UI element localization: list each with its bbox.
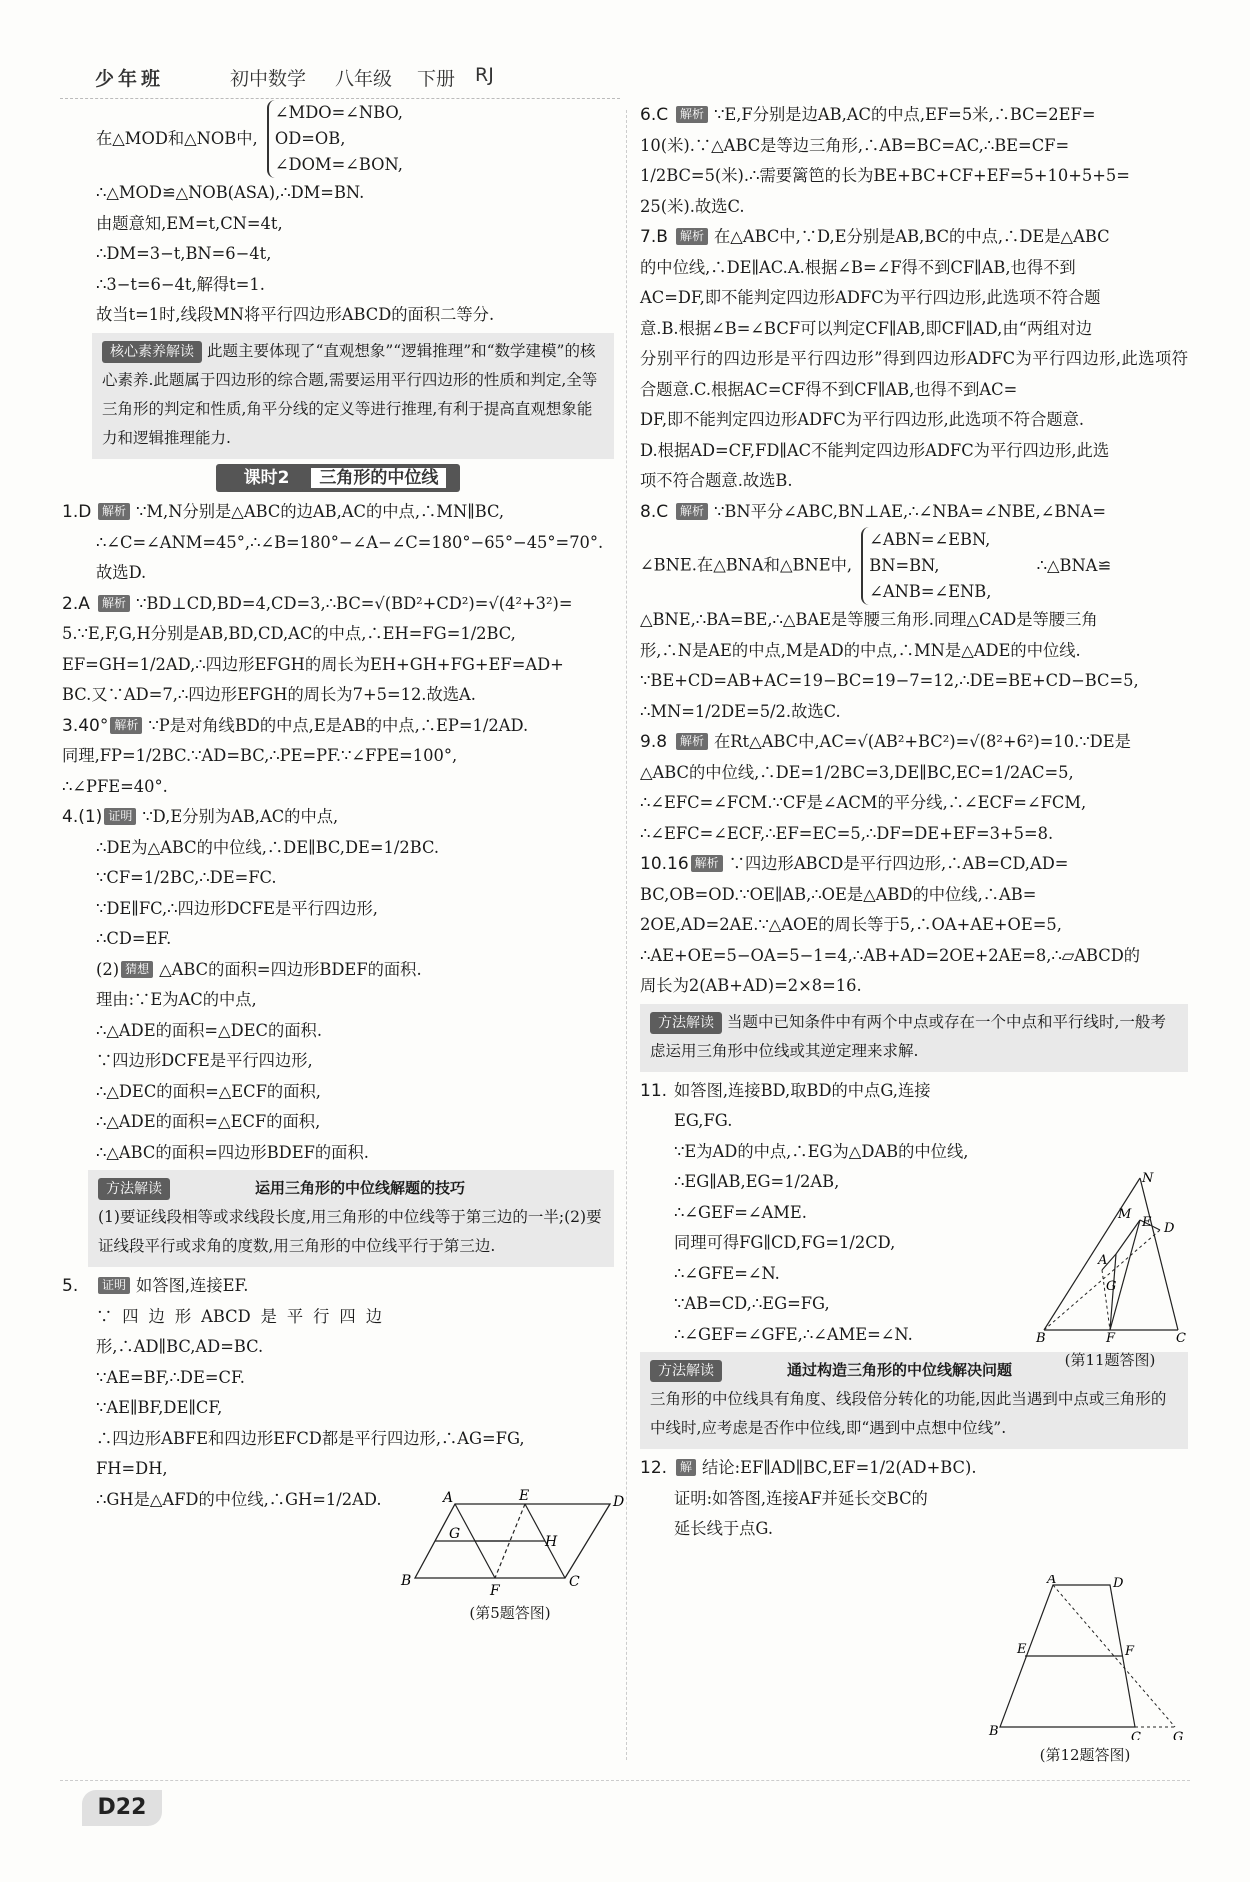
svg-text:M: M bbox=[1118, 1207, 1132, 1222]
text-line: ∵CF=1/2BC,∴DE=FC. bbox=[96, 868, 277, 887]
svg-text:A: A bbox=[443, 1490, 454, 1506]
text-line: ∴∠EFC=∠FCM.∵CF是∠ACM的平分线,∴∠ECF=∠FCM, bbox=[640, 793, 1087, 812]
svg-text:A: A bbox=[1047, 1575, 1057, 1587]
question-2: 2.A 解析 ∵BD⊥CD,BD=4,CD=3,∴BC=√(BD²+CD²)=√(4²+3²)= bbox=[62, 593, 573, 614]
text-line: 项不符合题意.故选B. bbox=[640, 471, 793, 490]
subject-label: 初中数学 bbox=[230, 68, 307, 90]
text-line: ∴∠C=∠ANM=45°,∴∠B=180°−∠A−∠C=180°−65°−45°=70°. bbox=[96, 532, 604, 552]
question-4: 4.(1) 证明 ∵D,E分别为AB,AC的中点, bbox=[62, 807, 339, 827]
parallelogram-diagram bbox=[395, 1488, 625, 1598]
svg-text:G: G bbox=[1106, 1279, 1117, 1294]
text-line: D.根据AD=CF,FD∥AC不能判定四边形ADFC为平行四边形,此选 bbox=[640, 440, 1110, 460]
text-line: 理由:∵E为AC的中点, bbox=[96, 990, 257, 1009]
text-line: 形,∴N是AE的中点,M是AD的中点,∴MN是△ADE的中位线. bbox=[640, 640, 1081, 660]
method-box: 方法解读 当题中已知条件中有两个中点或存在一个中点和平行线时,一般考虑运用三角形中位线或其逆定理来求解. bbox=[640, 1004, 1188, 1072]
text-line: 周长为2(AB+AD)=2×8=16. bbox=[640, 976, 862, 995]
svg-text:G: G bbox=[1173, 1730, 1184, 1740]
text-line: ∴△DEC的面积=△ECF的面积, bbox=[96, 1081, 321, 1101]
svg-text:D: D bbox=[613, 1494, 625, 1510]
page-number: D22 bbox=[82, 1790, 162, 1826]
text-line: ∴MN=1/2DE=5/2.故选C. bbox=[640, 701, 841, 721]
svg-text:B: B bbox=[989, 1724, 999, 1739]
text-line: BC,OB=OD.∵OE∥AB,∴OE是△ABD的中位线,∴AB= bbox=[640, 884, 1037, 904]
text-line: 25(米).故选C. bbox=[640, 196, 745, 216]
core-literacy-box: 核心素养解读 此题主要体现了“直观想象”“逻辑推理”和“数学建模”的核心素养.此题属于四边形的综合题,需要运用平行四边形的性质和判定,全等三角形的判定和性质,角平分线的定义等进行推理,有利于提高直观想象能力和逻辑推理能力. bbox=[92, 333, 614, 459]
method-box: 方法解读 通过构造三角形的中位线解决问题 三角形的中位线具有角度、线段倍分转化的功能,因此当遇到中点或三角形的中线时,应考虑是否作中位线,即“遇到中点想中位线”. bbox=[640, 1352, 1188, 1449]
page-header bbox=[95, 56, 565, 96]
svg-text:B: B bbox=[401, 1573, 412, 1589]
text-line: AC=DF,即不能判定四边形ADFC为平行四边形,此选项不符合题 bbox=[640, 288, 1101, 307]
text-line: 5.∵E,F,G,H分别是AB,BD,CD,AC的中点,∴EH=FG=1/2BC, bbox=[62, 624, 516, 643]
brace-group: ∠ABN=∠EBN, BN=BN, ∠ANB=∠ENB, bbox=[861, 527, 991, 605]
question-11: 11. 如答图,连接BD,取BD的中点G,连接 bbox=[640, 1080, 931, 1101]
text-line: (2) 猜想 △ABC的面积=四边形BDEF的面积. bbox=[96, 959, 422, 979]
svg-text:C: C bbox=[569, 1574, 580, 1590]
svg-text:F: F bbox=[1125, 1644, 1135, 1659]
q5-text: ∵四边形ABCD是平行四边形,∴AD∥BC,AD=BC. ∵AE=BF,∴DE=CF. ∵AE∥BF,DE∥CF, bbox=[96, 1306, 382, 1417]
figure-caption: (第11题答图) bbox=[1064, 1351, 1156, 1369]
box-tag: 核心素养解读 bbox=[102, 341, 202, 363]
text-line: 的中位线,∴DE∥AC.A.根据∠B=∠F得不到CF∥AB,也得不到 bbox=[640, 257, 1076, 277]
text-line: ∵DE∥FC,∴四边形DCFE是平行四边形, bbox=[96, 898, 378, 918]
text-line: DF,即不能判定四边形ADFC为平行四边形,此选项不符合题意. bbox=[640, 410, 1085, 429]
svg-text:F: F bbox=[490, 1583, 500, 1598]
figure-q12 bbox=[985, 1575, 1185, 1775]
svg-text:N: N bbox=[1142, 1171, 1154, 1186]
svg-text:G: G bbox=[449, 1526, 461, 1542]
volume-label: 下册 bbox=[417, 68, 456, 90]
text-line: 同理,FP=1/2BC.∵AD=BC,∴PE=PF.∵∠FPE=100°, bbox=[62, 746, 458, 765]
figure-caption: (第5题答图) bbox=[469, 1604, 551, 1622]
text-line: ∴3−t=6−4t,解得t=1. bbox=[96, 274, 265, 294]
question-10: 10.16 解析 ∵四边形ABCD是平行四边形,∴AB=CD,AD= bbox=[640, 854, 1069, 874]
svg-text:C: C bbox=[1131, 1730, 1141, 1740]
question-8: 8.C 解析 ∵BN平分∠ABC,BN⊥AE,∴∠NBA=∠NBE,∠BNA= bbox=[640, 501, 1106, 522]
q11-text: EG,FG. ∵E为AD的中点,∴EG为△DAB的中位线, ∴EG∥AB,EG=1/2AB, ∴∠GEF=∠AME. 同理可得FG∥CD,FG=1/2CD, ∴∠GFE=∠N. ∵AB=CD,∴EG=FG, ∴∠GEF=∠GFE,∴∠AME=∠N. bbox=[674, 1111, 969, 1344]
question-1: 1.D 解析 ∵M,N分别是△ABC的边AB,AC的中点,∴MN∥BC, bbox=[62, 502, 505, 522]
text-line: FH=DH, bbox=[96, 1459, 168, 1478]
question-12: 12. 解 结论:EF∥AD∥BC,EF=1/2(AD+BC). bbox=[640, 1458, 977, 1478]
figure-q11 bbox=[1030, 1170, 1190, 1390]
text-line: 10(米).∵△ABC是等边三角形,∴AB=BC=AC,∴BE=CF= bbox=[640, 135, 1070, 155]
trapezoid-diagram bbox=[985, 1575, 1185, 1740]
text-line: 故选D. bbox=[96, 563, 147, 582]
footer-divider bbox=[60, 1780, 1190, 1781]
svg-text:E: E bbox=[1017, 1642, 1027, 1657]
text-line: ∴∠EFC=∠ECF,∴EF=EC=5,∴DF=DE+EF=3+5=8. bbox=[640, 823, 1054, 843]
svg-text:F: F bbox=[1106, 1331, 1116, 1345]
question-9: 9.8 解析 在Rt△ABC中,AC=√(AB²+BC²)=√(8²+6²)=10.∵DE是 bbox=[640, 732, 1131, 752]
text-line: △BNE,∴BA=BE,∴△BAE是等腰三角形.同理△CAD是等腰三角 bbox=[640, 610, 1098, 629]
column-divider bbox=[626, 110, 627, 1760]
left-column bbox=[62, 100, 614, 1515]
svg-text:A: A bbox=[1098, 1253, 1108, 1268]
text-line: ∵四边形DCFE是平行四边形, bbox=[96, 1051, 313, 1070]
text-line: ∴△MOD≌△NOB(ASA),∴DM=BN. bbox=[96, 183, 365, 202]
question-3: 3.40° 解析 ∵P是对角线BD的中点,E是AB的中点,∴EP=1/2AD. bbox=[62, 715, 529, 736]
svg-text:C: C bbox=[1176, 1331, 1186, 1345]
text-line: 在△MOD和△NOB中, ∠MDO=∠NBO, OD=OB, ∠DOM=∠BON, bbox=[62, 100, 614, 178]
svg-text:E: E bbox=[1142, 1215, 1152, 1230]
text-line: ∴△ADE的面积=△ECF的面积, bbox=[96, 1112, 321, 1131]
figure-caption: (第12题答图) bbox=[1039, 1746, 1131, 1764]
method-box: 方法解读 运用三角形的中位线解题的技巧 (1)要证线段相等或求线段长度,用三角形的中位线等于第三边的一半;(2)要证线段平行或求角的度数,用三角形的中位线平行于第三边. bbox=[88, 1170, 614, 1267]
text-line: ∴∠PFE=40°. bbox=[62, 776, 168, 796]
text-line: ∴DE为△ABC的中位线,∴DE∥BC,DE=1/2BC. bbox=[96, 837, 440, 857]
header-divider bbox=[60, 98, 620, 99]
text-line: ∴AE+OE=5−OA=5−1=4,∴AB+AD=2OE+2AE=8,∴▱ABCD的 bbox=[640, 945, 1141, 965]
text-line: ∵BE+CD=AB+AC=19−BC=19−7=12,∴DE=BE+CD−BC=5, bbox=[640, 671, 1139, 690]
svg-text:E: E bbox=[519, 1488, 530, 1504]
text-line: ∴CD=EF. bbox=[96, 929, 172, 948]
text-line: EF=GH=1/2AD,∴四边形EFGH的周长为EH+GH+FG+EF=AD+ bbox=[62, 654, 564, 674]
question-6: 6.C 解析 ∵E,F分别是边AB,AC的中点,EF=5米,∴BC=2EF= bbox=[640, 105, 1096, 125]
lesson-heading: 课时2 三角形的中位线 bbox=[62, 463, 614, 494]
text-line: 由题意知,EM=t,CN=4t, bbox=[96, 213, 283, 233]
text-line: ∴DM=3−t,BN=6−4t, bbox=[96, 244, 272, 263]
text-line: BC.又∵AD=7,∴四边形EFGH的周长为7+5=12.故选A. bbox=[62, 685, 476, 704]
text-line: 分别平行的四边形是平行四边形”得到四边形ADFC为平行四边形,此选项符合题意.C.根据AC=CF得不到CF∥AB,也得不到AC= bbox=[640, 349, 1188, 399]
question-7: 7.B 解析 在△ABC中,∵D,E分别是AB,BC的中点,∴DE是△ABC bbox=[640, 227, 1110, 247]
text-line: ∴GH是△AFD的中位线,∴GH=1/2AD. bbox=[96, 1489, 382, 1509]
text-line: 2OE,AD=2AE.∵△AOE的周长等于5,∴OA+AE+OE=5, bbox=[640, 915, 1062, 934]
svg-text:D: D bbox=[1113, 1576, 1124, 1591]
text-line: 1/2BC=5(米).∴需要篱笆的长为BE+BC+CF+EF=5+10+5+5= bbox=[640, 166, 1130, 185]
question-5: 5. 证明 如答图,连接EF. bbox=[62, 1276, 249, 1296]
brace-group: ∠MDO=∠NBO, OD=OB, ∠DOM=∠BON, bbox=[267, 100, 403, 178]
text-line: 意.B.根据∠B=∠BCF可以判定CF∥AB,即CF∥AD,由“两组对边 bbox=[640, 318, 1093, 338]
text-line: ∴△ADE的面积=△DEC的面积. bbox=[96, 1020, 322, 1040]
text-line: ∴△ABC的面积=四边形BDEF的面积. bbox=[96, 1142, 369, 1162]
brand-logo: 少年班 bbox=[95, 68, 165, 90]
svg-text:H: H bbox=[545, 1534, 558, 1550]
text-line: △ABC的中位线,∴DE=1/2BC=3,DE∥BC,EC=1/2AC=5, bbox=[640, 762, 1074, 782]
grade-label: 八年级 bbox=[335, 68, 393, 90]
svg-text:D: D bbox=[1164, 1221, 1175, 1236]
figure-q5 bbox=[395, 1488, 625, 1628]
svg-text:B: B bbox=[1036, 1331, 1046, 1345]
text-line: ∴四边形ABFE和四边形EFCD都是平行四边形,∴AG=FG, bbox=[96, 1428, 525, 1448]
q12-text: 证明:如答图,连接AF并延长交BC的 延长线于点G. bbox=[674, 1488, 928, 1538]
text-line: ∠BNE.在△BNA和△BNE中, ∠ABN=∠EBN, BN=BN, ∠ANB=∠ENB, ∴△BNA≌ bbox=[640, 527, 1188, 605]
text-line: 故当t=1时,线段MN将平行四边形ABCD的面积二等分. bbox=[96, 305, 495, 324]
edition-label: RJ bbox=[475, 64, 494, 86]
triangle-diagram bbox=[1030, 1170, 1190, 1345]
